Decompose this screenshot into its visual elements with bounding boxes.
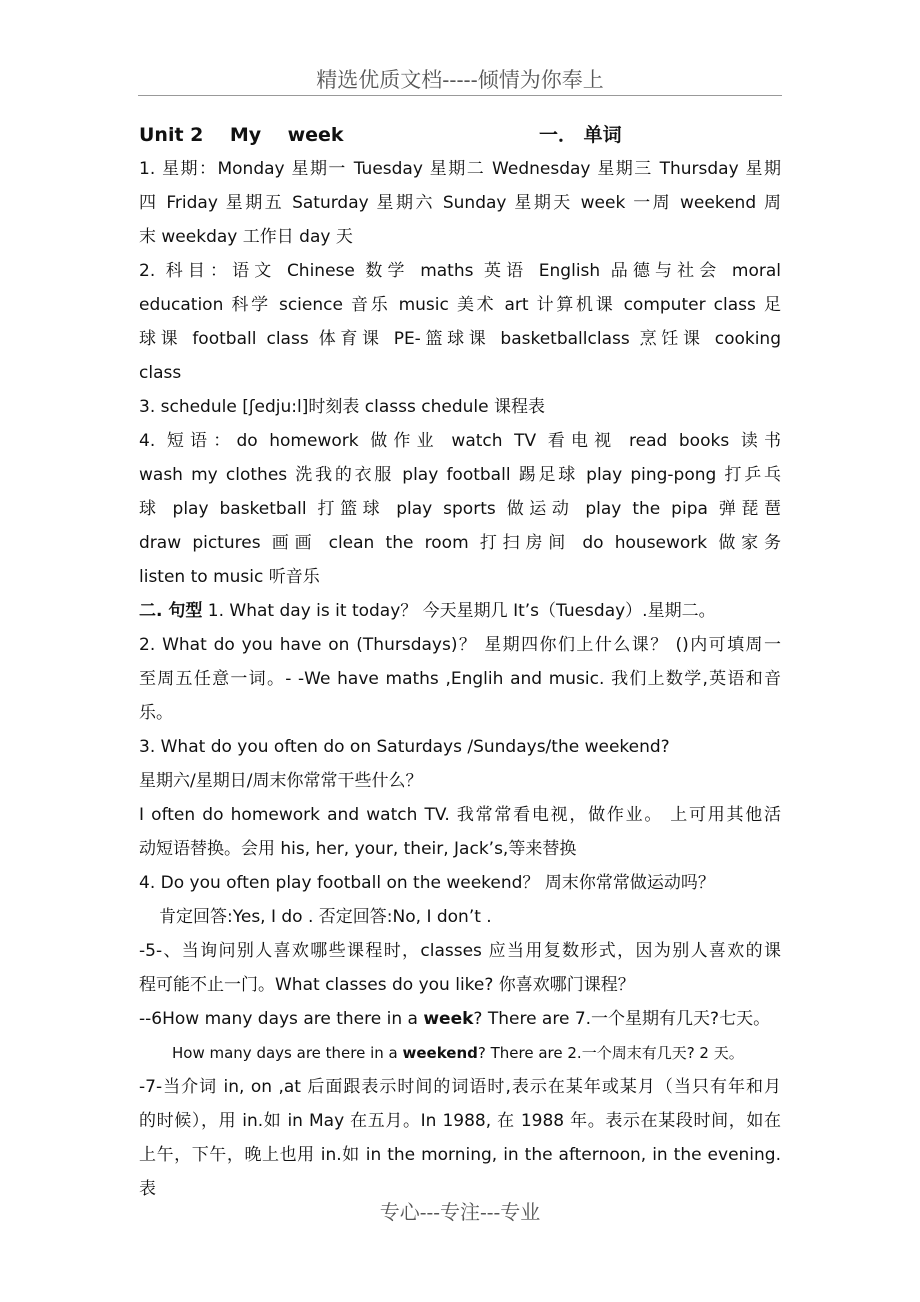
text-line: I often do homework and watch TV. 我常常看电视，做作业。 上可用其他活 xyxy=(139,805,781,825)
sentence-pattern-1 xyxy=(139,594,781,628)
header-divider xyxy=(138,95,782,96)
text-line: -5-、当询问别人喜欢哪些课程时，classes 应当用复数形式，因为别人喜欢的课 xyxy=(139,941,781,961)
text-line: listen to music 听音乐 xyxy=(139,567,320,587)
text-line: 1. 星期：Monday 星期一 Tuesday 星期二 Wednesday 星期三 Thursday 星期 xyxy=(139,159,781,179)
text-line: 至周五任意一词。- -We have maths ,Englih and music. 我们上数学,英语和音 xyxy=(139,669,781,689)
text-line: 球课 football class 体育课 PE-篮球课 basketballclass 烹饪课 cooking xyxy=(139,329,781,349)
bold-word: weekend xyxy=(402,1044,478,1062)
sentence-text: ? There are 7.一个星期有几天?七天。 xyxy=(473,1009,771,1029)
sentence-text: --6How many days are there in a xyxy=(139,1009,424,1029)
text-line: 四 Friday 星期五 Saturday 星期六 Sunday 星期天 week 一周 weekend 周 xyxy=(139,193,781,213)
text-line: 4. 短语：do homework 做作业 watch TV 看电视 read books 读书 xyxy=(139,431,781,451)
page-header: 精选优质文档-----倾情为你奉上 xyxy=(316,68,604,92)
unit-title: Unit 2 My week xyxy=(139,124,344,146)
text-line: 上午，下午，晚上也用 in.如 in the morning, in the afternoon, in the evening. 表 xyxy=(139,1145,781,1199)
text-line: 程可能不止一门。What classes do you like? 你喜欢哪门课程？ xyxy=(139,975,635,995)
text-line: 2. What do you have on (Thursdays)？ 星期四你们上什么课？ ()内可填周一 xyxy=(139,635,781,655)
sentence-text: ? There are 2.一个周末有几天? 2 天。 xyxy=(477,1044,744,1062)
text-line: 星期六/星期日/周末你常常干些什么？ xyxy=(139,771,423,791)
text-line: 末 weekday 工作日 day 天 xyxy=(139,227,353,247)
text-line: 的时候），用 in.如 in May 在五月。In 1988, 在 1988 年。表示在某段时间，如在 xyxy=(139,1111,781,1131)
text-line: education 科学 science 音乐 music 美术 art 计算机课 computer class 足 xyxy=(139,295,781,315)
bold-word: week xyxy=(423,1009,474,1029)
text-line: draw pictures 画画 clean the room 打扫房间 do housework 做家务 xyxy=(139,533,781,553)
text-line: 2. 科目：语文 Chinese 数学 maths 英语 English 品德与社会 moral xyxy=(139,261,781,281)
text-line: -7-当介词 in, on ,at 后面跟表示时间的词语时,表示在某年或某月（当只有年和月 xyxy=(139,1077,781,1097)
text-line: 肯定回答:Yes, I do . 否定回答:No, I don’t . xyxy=(159,907,492,927)
text-line: 3. What do you often do on Saturdays /Sundays/the weekend? xyxy=(139,737,670,757)
sentence-text: How many days are there in a xyxy=(172,1044,403,1062)
title-line xyxy=(139,118,781,152)
text-line: 3. schedule [ʃedju:l]时刻表 classs chedule 课程表 xyxy=(139,397,545,417)
text-line xyxy=(139,1036,781,1070)
section-heading: 二. 句型 xyxy=(139,601,203,621)
text-line: 乐。 xyxy=(139,703,173,723)
text-line: 球 play basketball 打篮球 play sports 做运动 play the pipa 弹琵琶 xyxy=(139,499,781,519)
document-body xyxy=(139,118,781,1206)
text-line: class xyxy=(139,363,182,383)
text-line: 动短语替换。会用 his, her, your, their, Jack’s,等来替换 xyxy=(139,839,577,859)
text-line: 4. Do you often play football on the weekend？ 周末你常常做运动吗？ xyxy=(139,873,715,893)
vocabulary-heading: 一． 单词 xyxy=(539,124,622,146)
text-line xyxy=(139,1002,781,1036)
sentence-text: 1. What day is it today？ 今天星期几 It’s（Tuesday）.星期二。 xyxy=(202,601,716,621)
page-footer: 专心---专注---专业 xyxy=(379,1200,541,1224)
text-line: wash my clothes 洗我的衣服 play football 踢足球 play ping-pong 打乒乓 xyxy=(139,465,781,485)
